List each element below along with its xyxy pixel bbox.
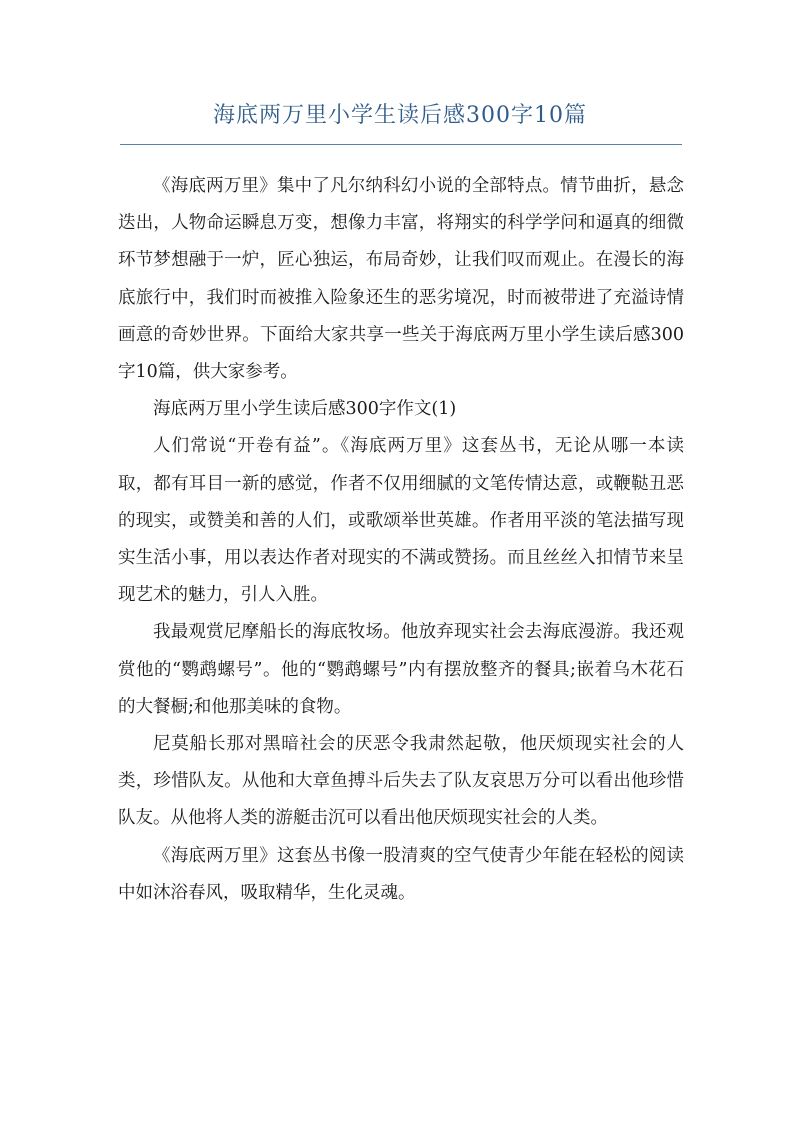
body-paragraph: 我最观赏尼摩船长的海底牧场。他放弃现实社会去海底漫游。我还观赏他的“鹦鹉螺号”。他的“鹦鹉螺号”内有摆放整齐的餐具;嵌着乌木花石的大餐橱;和他那美味的食物。 bbox=[118, 622, 684, 717]
body-paragraph: 《海底两万里》这套丛书像一股清爽的空气使青少年能在轻松的阅读中如沐浴春风，吸取精华，生化灵魂。 bbox=[118, 845, 684, 903]
document-title: 海底两万里小学生读后感300字10篇 bbox=[213, 103, 587, 128]
body-paragraph: 人们常说“开卷有益”。《海底两万里》这套丛书，无论从哪一本读取，都有耳目一新的感觉，作者不仅用细腻的文笔传情达意，或鞭鞑丑恶的现实，或赞美和善的人们，或歌颂举世英雄。作者用平淡的笔法描写现实生活小事，用以表达作者对现实的不满或赞扬。而且丝丝入扣情节来呈现艺术的魅力，引人入胜。 bbox=[118, 436, 684, 606]
intro-paragraph: 《海底两万里》集中了凡尔纳科幻小说的全部特点。情节曲折，悬念迭出，人物命运瞬息万变，想像力丰富，将翔实的科学学问和逼真的细微环节梦想融于一炉，匠心独运，布局奇妙，让我们叹而观止。在漫长的海底旅行中，我们时而被推入险象还生的恶劣境况，时而被带进了充溢诗情画意的奇妙世界。下面给大家共享一些关于海底两万里小学生读后感300字10篇，供大家参考。 bbox=[118, 176, 684, 383]
document-body bbox=[118, 168, 684, 912]
body-paragraph: 尼莫船长那对黑暗社会的厌恶令我肃然起敬，他厌烦现实社会的人类，珍惜队友。从他和大章鱼搏斗后失去了队友哀思万分可以看出他珍惜队友。从他将人类的游艇击沉可以看出他厌烦现实社会的人类。 bbox=[118, 734, 684, 829]
title-divider bbox=[120, 144, 682, 145]
section-heading: 海底两万里小学生读后感300字作文(1) bbox=[153, 399, 457, 420]
